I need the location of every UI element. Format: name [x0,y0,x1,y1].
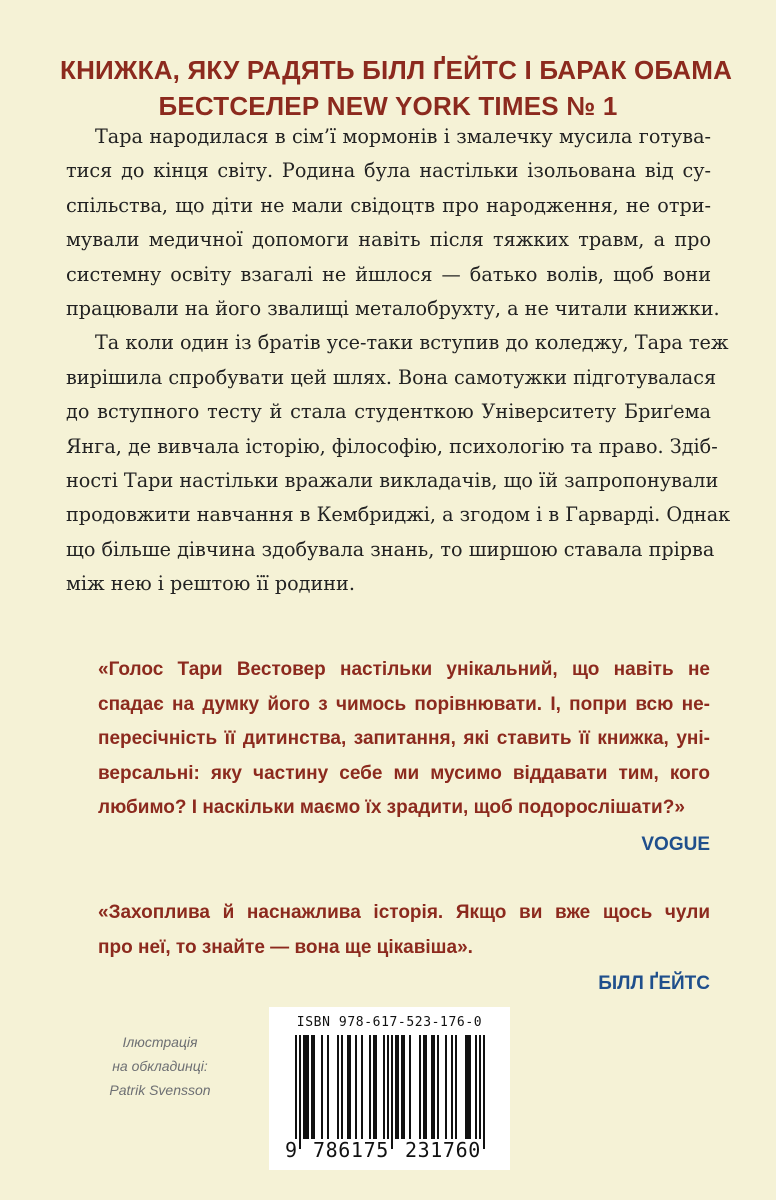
quote-line: про неї, то знайте — вона ще цікавіша». [98,936,473,958]
quote-line: «Голос Тари Вестовер настільки унікальний, що навіть не [98,659,710,680]
barcode-bar [369,1035,371,1139]
quote-source-bill-gates: БІЛЛ ҐЕЙТС [598,973,710,994]
headline-recommendation: КНИЖКА, ЯКУ РАДЯТЬ БІЛЛ ҐЕЙТС І БАРАК ОБАМА [60,55,733,85]
barcode-guard-bar [295,1035,297,1149]
barcode-bar [423,1035,427,1139]
barcode-digit-first: 9 [285,1138,298,1162]
barcode-bar [311,1035,315,1139]
barcode-guard-bar [479,1035,481,1149]
barcode-bar [451,1035,453,1139]
barcode-bar [395,1035,399,1139]
description-line: до вступного тесту й стала студенткою Університету Бриґема [66,400,711,424]
description-line: системну освіту взагалі не йшлося — батько волів, щоб вони [66,262,711,286]
description-line: Та коли один із братів усе-таки вступив до коледжу, Тара теж [95,331,729,355]
barcode-bar [355,1035,357,1139]
barcode-bar [347,1035,351,1139]
quote-bill-gates [98,896,710,1002]
quote-vogue [98,653,710,862]
quote-line: «Захоплива й наснажлива історія. Якщо ви вже щось чули [98,902,710,923]
headline [60,52,733,124]
quote-line: пересічність її дитинства, запитання, які ставить її книжка, уні- [98,728,710,749]
credit-label-cont: на обкладинці: [112,1058,208,1074]
quote-line: любимо? І наскільки маємо їх зрадити, щоб подорослішати?» [98,797,685,818]
barcode-bar [401,1035,405,1139]
barcode-bar [303,1035,309,1139]
barcode-guard-bar [299,1035,301,1149]
barcode-bar [445,1035,447,1139]
barcode-guard-bar [483,1035,485,1149]
quote-source-vogue: VOGUE [641,833,710,855]
barcode-digits-right: 231760 [405,1138,481,1162]
barcode-bar [327,1035,329,1139]
description-line: продовжити навчання в Кембриджі, а згодом і в Гарварді. Однак [66,503,731,527]
barcode-bar [321,1035,323,1139]
quote-line: версальні: яку частину себе ми мусимо віддавати тим, кого [98,762,710,784]
barcode-bar [419,1035,421,1139]
description-line: тися до кінця світу. Родина була настільки ізольована від су- [66,159,711,183]
description-line: працювали на його звалищі металобрухту, а не читали книжки. [66,297,720,321]
illustration-credit [90,1030,230,1102]
description-line: Тара народилася в сім’ї мормонів і змалечку мусила готува- [95,125,711,148]
barcode-guard-bar [387,1035,389,1149]
credit-label: Ілюстрація [122,1034,198,1050]
barcode-guard-bar [391,1035,393,1149]
barcode-bar [455,1035,457,1139]
barcode-bar [373,1035,377,1139]
barcode-bar [341,1035,343,1139]
quote-line: спадає на думку його з чимось порівнювати. І, попри всю не- [98,693,710,715]
isbn-barcode [269,1007,510,1170]
barcode-digits-left: 786175 [313,1138,389,1162]
description [66,120,731,602]
barcode-bar [437,1035,439,1139]
description-line: мували медичної допомоги навіть після тяжких травм, а про [66,228,711,252]
barcode-bar [383,1035,385,1139]
credit-artist: Patrik Svensson [109,1082,211,1098]
isbn-label: ISBN 978-617-523-176-0 [296,1015,483,1030]
description-line: Янга, де вивчала історію, філософію, психологію та право. Здіб- [66,434,718,458]
description-line: між нею і рештою її родини. [66,572,355,596]
barcode-bar [361,1035,363,1139]
description-line: вирішила спробувати цей шлях. Вона самотужки підготувалася [66,365,717,389]
barcode-bar [475,1035,477,1139]
description-line: ності Тари настільки вражали викладачів, що їй запропонували [66,469,719,493]
barcode-bar [465,1035,471,1139]
description-line: спільства, що діти не мали свідоцтв про народження, не отри- [66,193,711,217]
barcode-bar [337,1035,339,1139]
headline-bestseller: БЕСТСЕЛЕР NEW YORK TIMES № 1 [158,91,618,121]
barcode-bar [409,1035,411,1139]
barcode-bar [431,1035,435,1139]
description-line: що більше дівчина здобувала знань, то ширшою ставала прірва [66,537,715,561]
